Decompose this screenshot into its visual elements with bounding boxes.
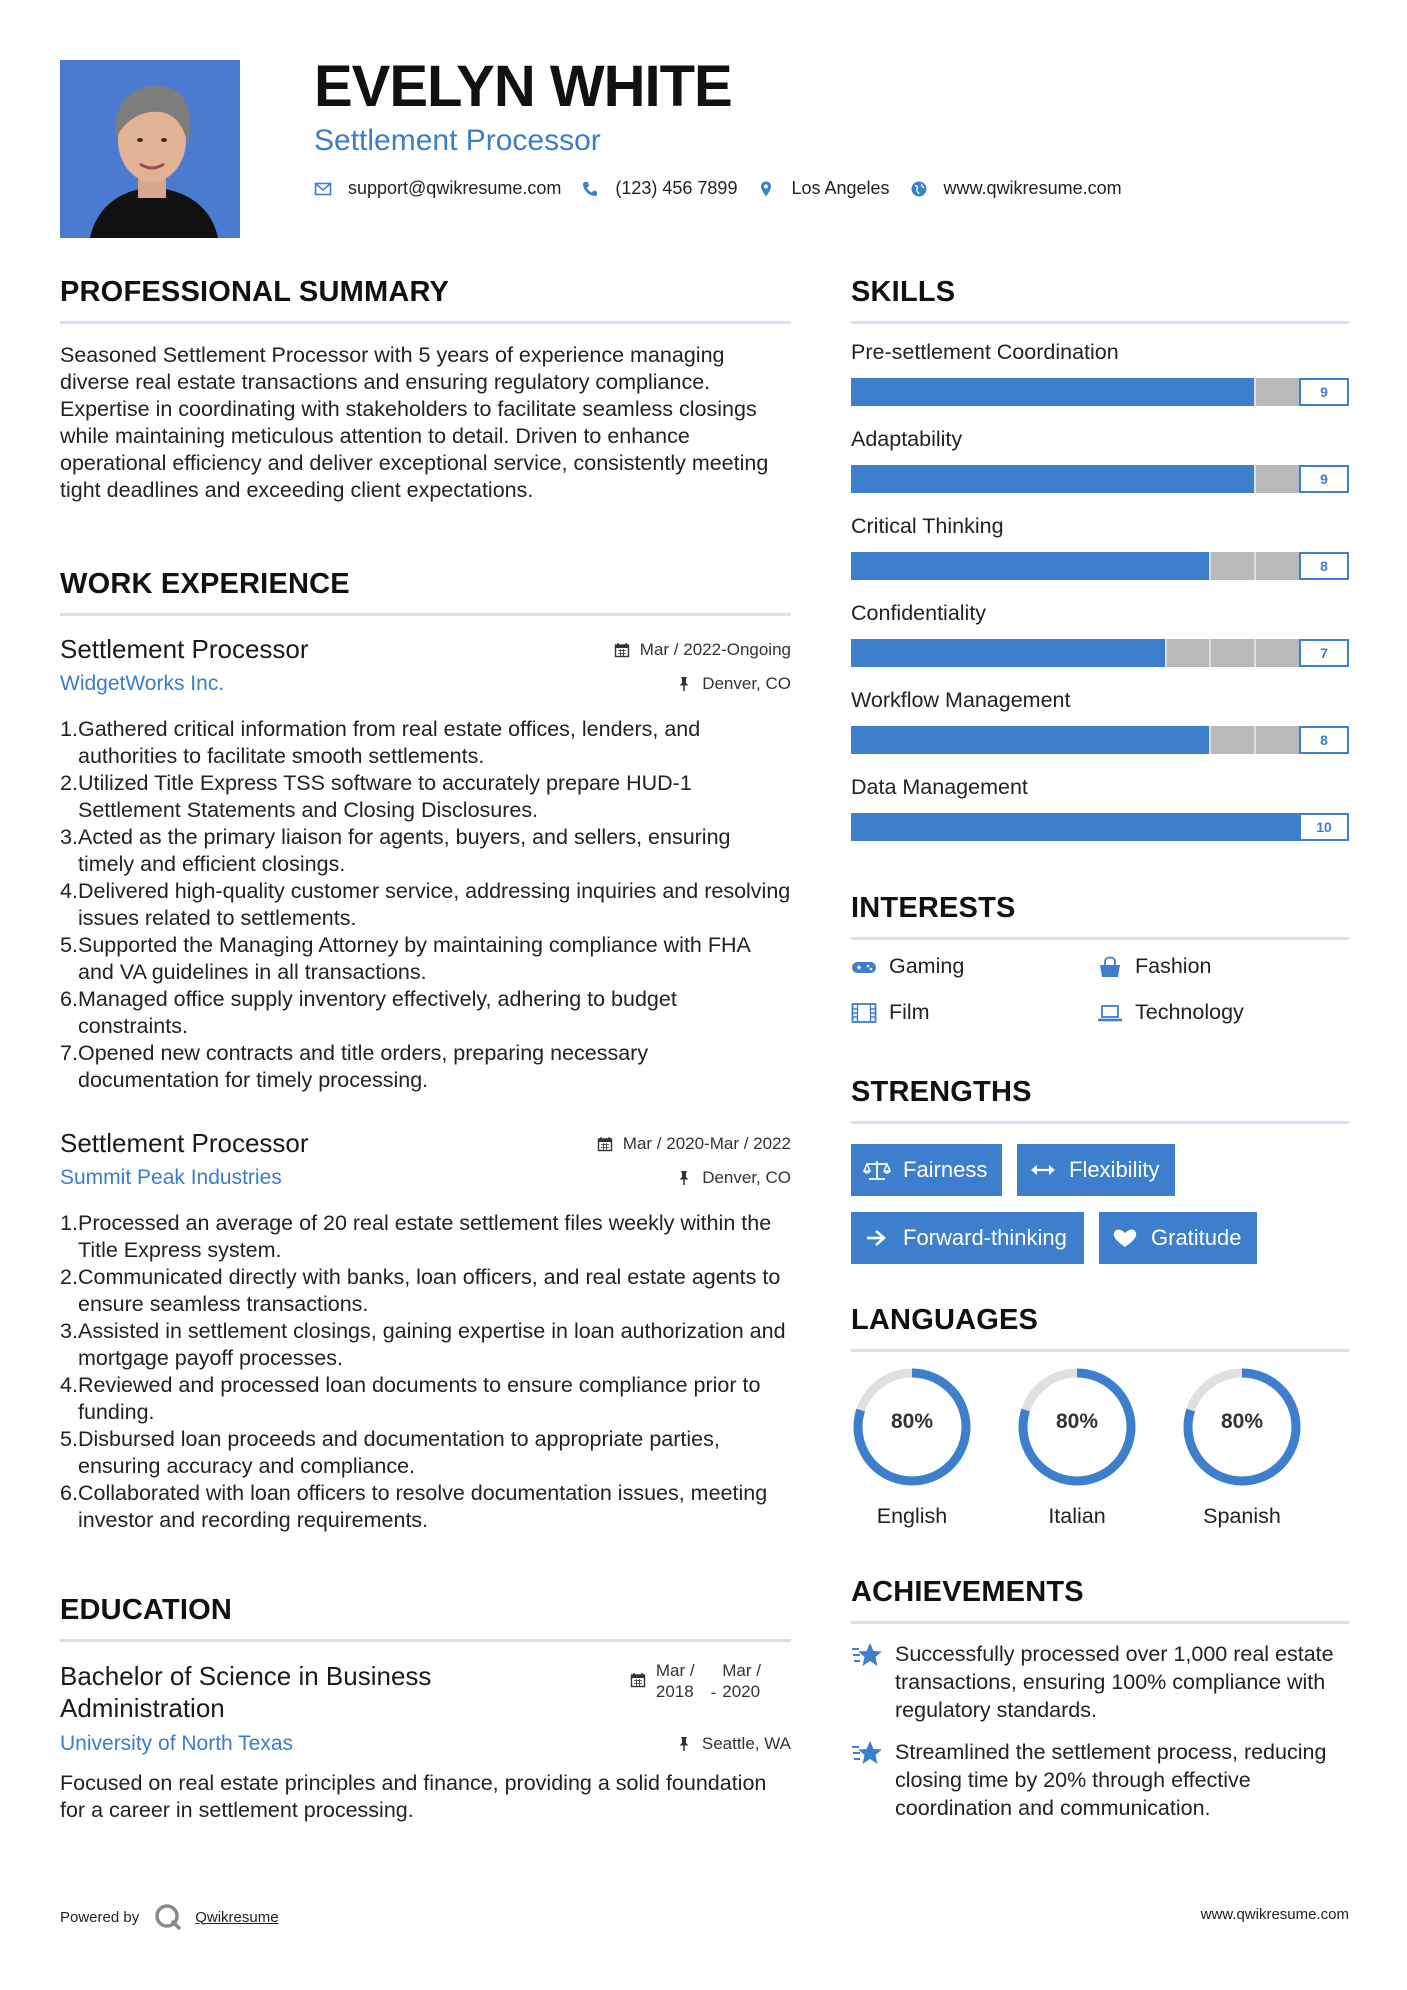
summary-heading: PROFESSIONAL SUMMARY	[60, 276, 450, 308]
skill-bar-fill	[851, 639, 1165, 667]
skill-level-badge: 10	[1299, 813, 1349, 841]
job-date	[614, 640, 791, 660]
language-percent: 80%	[890, 1410, 934, 1433]
list-item: 4. Reviewed and processed loan documents to ensure compliance prior to funding.	[60, 1373, 761, 1424]
language-percent: 80%	[1220, 1410, 1264, 1433]
contact-phone[interactable]	[581, 178, 737, 199]
language-item	[1181, 1366, 1303, 1529]
strength-badge: Fairness	[851, 1144, 1002, 1196]
interests-section	[851, 892, 1349, 940]
list-item: 1. Processed an average of 20 real estate settlement files weekly within the Title Express system.	[60, 1211, 772, 1262]
footer-powered-by: Powered by Qwikresume	[60, 1902, 279, 1932]
skill-bar	[851, 465, 1349, 493]
section-divider	[851, 1121, 1349, 1124]
skill-bar	[851, 378, 1349, 406]
skills-heading: SKILLS	[851, 276, 956, 308]
skill-bar-segment	[1254, 378, 1256, 406]
education-location: Seattle, WA	[676, 1734, 791, 1754]
footer-website[interactable]: www.qwikresume.com	[1200, 1906, 1349, 1923]
skill-bar-segment	[1254, 726, 1256, 754]
pushpin-icon	[676, 1170, 692, 1186]
contact-location	[757, 178, 889, 199]
job-location-text: Denver, CO	[702, 674, 791, 693]
skill-level-badge: 8	[1299, 552, 1349, 580]
contact-bar	[314, 178, 1142, 199]
language-name: Spanish	[1203, 1504, 1281, 1528]
list-item: 5. Supported the Managing Attorney by maintaining compliance with FHA and VA guidelines in all transactions.	[60, 933, 750, 984]
experience-heading: WORK EXPERIENCE	[60, 568, 350, 600]
map-pin-icon	[757, 180, 775, 198]
interests-heading: INTERESTS	[851, 892, 1016, 924]
skill-bar-fill	[851, 465, 1254, 493]
skill-bar-fill	[851, 813, 1299, 841]
experience-section	[60, 568, 791, 616]
list-item: 2. Communicated directly with banks, loan officers, and real estate agents to ensure seamless transactions.	[60, 1265, 781, 1316]
scale-icon	[863, 1159, 891, 1181]
skill-level-badge: 7	[1299, 639, 1349, 667]
list-item: 4. Delivered high-quality customer service, addressing inquiries and resolving issues related to settlements.	[60, 879, 791, 930]
skill-name: Workflow Management	[851, 688, 1071, 712]
job-location	[676, 1168, 791, 1188]
job-date-text: Mar / 2020-Mar / 2022	[622, 1134, 791, 1153]
job-bullets	[60, 716, 791, 1094]
interest-technology: Technology	[1097, 1000, 1244, 1025]
skill-level-badge: 8	[1299, 726, 1349, 754]
section-divider	[851, 1349, 1349, 1352]
interest-gaming: Gaming	[851, 954, 964, 979]
list-item: 7. Opened new contracts and title orders, preparing necessary documentation for timely processing.	[60, 1041, 649, 1092]
skill-item	[851, 427, 1349, 487]
skill-bar-fill	[851, 552, 1209, 580]
globe-icon	[910, 180, 928, 198]
brand-link[interactable]: Qwikresume	[195, 1908, 279, 1926]
skill-bar-segment	[1209, 552, 1211, 580]
list-item: 5. Disbursed loan proceeds and documentation to appropriate parties, ensuring accuracy and compliance.	[60, 1427, 720, 1478]
contact-phone-text: (123) 456 7899	[615, 178, 738, 198]
contact-email[interactable]	[314, 178, 561, 199]
calendar-icon	[614, 642, 630, 658]
language-item	[1016, 1366, 1138, 1529]
pushpin-icon	[676, 676, 692, 692]
list-item: 3. Assisted in settlement closings, gaining expertise in loan authorization and mortgage payoff processes.	[60, 1319, 786, 1370]
list-item: 1. Gathered critical information from real estate offices, lenders, and authorities to facilitate smooth settlements.	[60, 717, 701, 768]
skill-bar-segment	[1165, 639, 1167, 667]
section-divider	[851, 937, 1349, 940]
strength-badge: Gratitude	[1099, 1212, 1257, 1264]
contact-website-text: www.qwikresume.com	[943, 178, 1122, 198]
languages-section	[851, 1304, 1349, 1352]
contact-location-text: Los Angeles	[791, 178, 890, 198]
list-item: 3. Acted as the primary liaison for agents, buyers, and sellers, ensuring timely and efficient closings.	[60, 825, 731, 876]
skill-item	[851, 340, 1349, 400]
interest-film: Film	[851, 1000, 930, 1025]
interest-fashion: Fashion	[1097, 954, 1212, 979]
arrow-right-icon	[863, 1227, 891, 1249]
list-item: 6. Collaborated with loan officers to resolve documentation issues, meeting investor and recording requirements.	[60, 1481, 768, 1532]
skill-bar-fill	[851, 726, 1209, 754]
section-divider	[851, 1621, 1349, 1624]
education-date: Mar / 2018 - Mar / 2020	[630, 1660, 761, 1703]
skill-bar-segment	[1254, 552, 1256, 580]
education-heading: EDUCATION	[60, 1594, 233, 1626]
strength-badge: Forward-thinking	[851, 1212, 1084, 1264]
skill-name: Critical Thinking	[851, 514, 1004, 538]
skill-name: Confidentiality	[851, 601, 987, 625]
degree-title: Bachelor of Science in Business Administration	[60, 1661, 432, 1723]
job-title: Settlement Processor	[60, 634, 309, 664]
contact-website[interactable]	[910, 178, 1122, 199]
summary-section	[60, 276, 791, 504]
skill-level-badge: 9	[1299, 378, 1349, 406]
job-location	[676, 674, 791, 694]
skill-bar	[851, 726, 1349, 754]
job-date	[597, 1134, 791, 1154]
job-entry	[60, 1128, 791, 1534]
section-divider	[60, 613, 791, 616]
achievements-section	[851, 1576, 1349, 1624]
skills-section	[851, 276, 1349, 324]
shopping-bag-icon	[1097, 956, 1123, 978]
skill-bar-segment	[1254, 465, 1256, 493]
skill-item	[851, 688, 1349, 748]
skill-item	[851, 514, 1349, 574]
candidate-title: Settlement Processor	[314, 124, 601, 157]
profile-photo	[60, 60, 240, 238]
arrows-horizontal-icon	[1029, 1159, 1057, 1181]
achievement-item: Streamlined the settlement process, reducing closing time by 20% through effective coordination and communication.	[851, 1738, 1349, 1822]
strength-badge: Flexibility	[1017, 1144, 1175, 1196]
skill-item	[851, 775, 1349, 835]
education-entry	[60, 1660, 791, 1824]
qwikresume-logo-icon	[153, 1902, 183, 1932]
skill-bar-segment	[1209, 639, 1211, 667]
language-percent: 80%	[1055, 1410, 1099, 1433]
gamepad-icon	[851, 956, 877, 978]
skill-bar	[851, 639, 1349, 667]
list-item: 2. Utilized Title Express TSS software to accurately prepare HUD-1 Settlement Statements and Closing Disclosures.	[60, 771, 692, 822]
job-company: WidgetWorks Inc.	[60, 672, 225, 695]
skill-level-badge: 9	[1299, 465, 1349, 493]
job-bullets	[60, 1210, 791, 1534]
list-item: 6. Managed office supply inventory effectively, adhering to budget constraints.	[60, 987, 677, 1038]
strengths-heading: STRENGTHS	[851, 1076, 1032, 1108]
section-divider	[60, 321, 791, 324]
school-name: University of North Texas	[60, 1732, 294, 1755]
star-icon	[851, 1640, 885, 1670]
skill-item	[851, 601, 1349, 661]
strengths-section	[851, 1076, 1349, 1124]
contact-email-text: support@qwikresume.com	[348, 178, 562, 198]
skill-name: Adaptability	[851, 427, 963, 451]
star-icon	[851, 1738, 885, 1768]
skill-bar-fill	[851, 378, 1254, 406]
film-icon	[851, 1002, 877, 1024]
language-name: Italian	[1048, 1504, 1106, 1528]
laptop-icon	[1097, 1002, 1123, 1024]
envelope-icon	[314, 180, 332, 198]
education-text: Focused on real estate principles and finance, providing a solid foundation for a career in settlement processing.	[60, 1771, 767, 1822]
languages-heading: LANGUAGES	[851, 1304, 1039, 1336]
job-title: Settlement Processor	[60, 1128, 309, 1158]
pushpin-icon	[676, 1736, 692, 1752]
calendar-icon	[597, 1136, 613, 1152]
job-location-text: Denver, CO	[702, 1168, 791, 1187]
job-date-text: Mar / 2022-Ongoing	[639, 640, 791, 659]
summary-text: Seasoned Settlement Processor with 5 years of experience managing diverse real estate transactions and ensuring regulatory compliance. Expertise in coordinating with stakeholders to facilitate seamless closings while maintaining meticulous attention to detail. Driven to enhance operational efficiency and deliver exceptional service, consistently meeting tight deadlines and exceeding client expectations.	[60, 343, 769, 502]
section-divider	[60, 1639, 791, 1642]
skill-name: Pre-settlement Coordination	[851, 340, 1119, 364]
section-divider	[851, 321, 1349, 324]
language-item	[851, 1366, 973, 1529]
skill-name: Data Management	[851, 775, 1028, 799]
language-name: English	[876, 1504, 948, 1528]
skill-bar-segment	[1254, 639, 1256, 667]
skill-bar	[851, 552, 1349, 580]
job-entry	[60, 634, 791, 1094]
skill-bar-segment	[1209, 726, 1211, 754]
job-company: Summit Peak Industries	[60, 1166, 282, 1189]
skill-bar	[851, 813, 1349, 841]
calendar-icon	[630, 1672, 646, 1688]
achievements-heading: ACHIEVEMENTS	[851, 1576, 1084, 1608]
heart-icon	[1111, 1227, 1139, 1249]
phone-icon	[581, 180, 599, 198]
achievement-item: Successfully processed over 1,000 real estate transactions, ensuring 100% compliance with regulatory standards.	[851, 1640, 1349, 1724]
candidate-name: EVELYN WHITE	[314, 54, 732, 119]
education-section	[60, 1594, 791, 1642]
